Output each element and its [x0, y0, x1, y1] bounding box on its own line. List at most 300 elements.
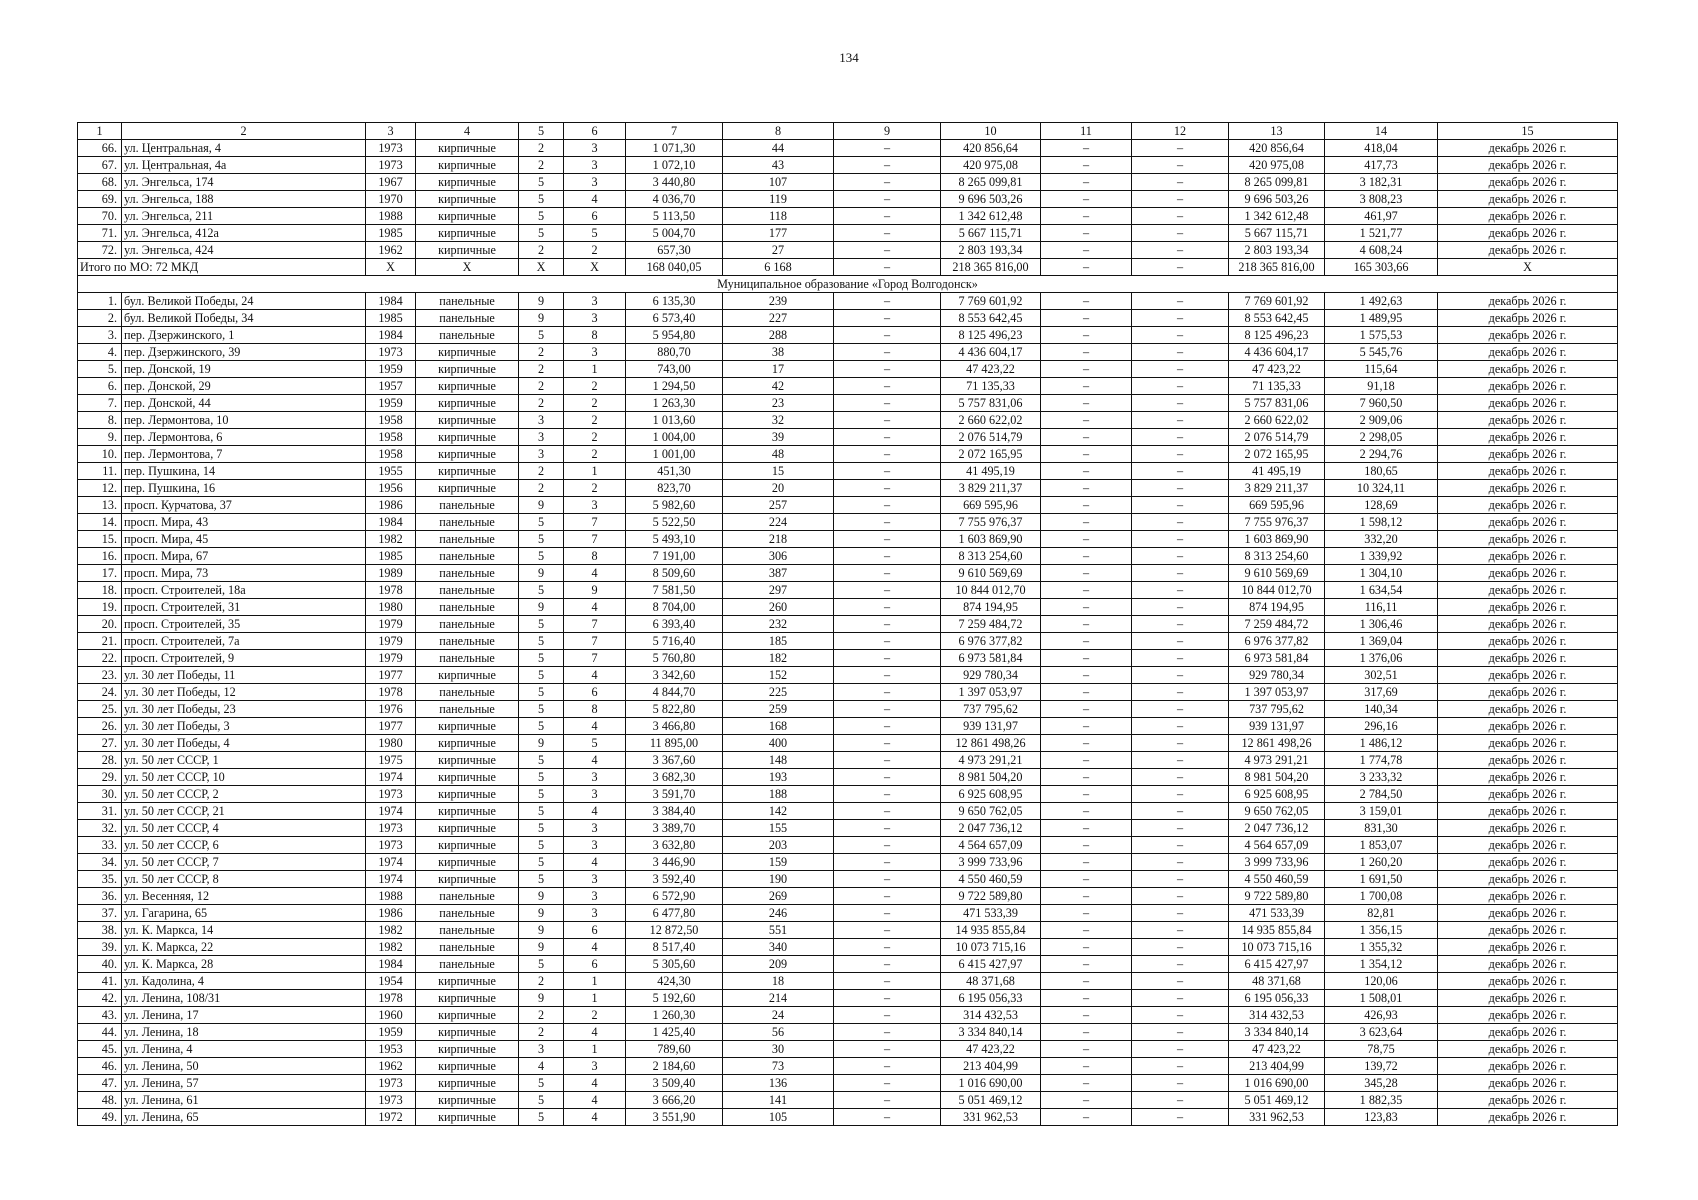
table-cell: 5 — [519, 837, 564, 854]
table-cell: 331 962,53 — [1229, 1109, 1325, 1126]
table-cell: 218 — [723, 531, 834, 548]
table-row — [78, 582, 1618, 599]
table-cell: 1 339,92 — [1325, 548, 1438, 565]
table-cell: 2 — [564, 1007, 626, 1024]
table-cell: 71 135,33 — [1229, 378, 1325, 395]
row-number: 69. — [78, 191, 122, 208]
table-cell: 8 553 642,45 — [941, 310, 1041, 327]
table-cell: – — [1041, 565, 1132, 582]
table-cell: 9 — [519, 905, 564, 922]
table-cell: – — [1041, 803, 1132, 820]
row-number: 30. — [78, 786, 122, 803]
table-cell: – — [1041, 225, 1132, 242]
table-cell: – — [1132, 837, 1229, 854]
table-cell: 3 334 840,14 — [1229, 1024, 1325, 1041]
table-cell: – — [1041, 242, 1132, 259]
table-cell: 10 073 715,16 — [1229, 939, 1325, 956]
table-cell: – — [1041, 514, 1132, 531]
table-cell: декабрь 2026 г. — [1438, 650, 1618, 667]
table-cell: – — [834, 191, 941, 208]
table-cell: панельные — [416, 701, 519, 718]
table-cell: 2 — [519, 395, 564, 412]
table-cell: 471 533,39 — [1229, 905, 1325, 922]
table-cell: кирпичные — [416, 1024, 519, 1041]
table-cell: декабрь 2026 г. — [1438, 1075, 1618, 1092]
table-cell: 232 — [723, 616, 834, 633]
table-cell: 5 757 831,06 — [941, 395, 1041, 412]
table-cell: – — [1041, 905, 1132, 922]
table-cell: 1967 — [366, 174, 416, 191]
header-cell: 5 — [519, 123, 564, 140]
address-cell: пер. Донской, 19 — [122, 361, 366, 378]
table-cell: 47 423,22 — [941, 361, 1041, 378]
table-cell: – — [1041, 752, 1132, 769]
table-cell: – — [1132, 582, 1229, 599]
table-cell: 296,16 — [1325, 718, 1438, 735]
table-cell: – — [834, 667, 941, 684]
table-cell: 3 — [519, 446, 564, 463]
address-cell: ул. Центральная, 4 — [122, 140, 366, 157]
table-cell: декабрь 2026 г. — [1438, 854, 1618, 871]
table-cell: 1 354,12 — [1325, 956, 1438, 973]
table-cell: – — [834, 378, 941, 395]
table-cell: 213 404,99 — [941, 1058, 1041, 1075]
table-cell: – — [1041, 820, 1132, 837]
table-cell: декабрь 2026 г. — [1438, 786, 1618, 803]
table-cell: 9 — [519, 497, 564, 514]
total-cell: – — [834, 259, 941, 276]
table-cell: 1960 — [366, 1007, 416, 1024]
table-cell: 420 856,64 — [1229, 140, 1325, 157]
address-cell: просп. Строителей, 9 — [122, 650, 366, 667]
address-cell: ул. 50 лет СССР, 1 — [122, 752, 366, 769]
table-cell: 3 — [564, 310, 626, 327]
address-cell: ул. 50 лет СССР, 2 — [122, 786, 366, 803]
table-cell: – — [1132, 1092, 1229, 1109]
table-cell: 10 844 012,70 — [941, 582, 1041, 599]
table-cell: декабрь 2026 г. — [1438, 888, 1618, 905]
table-cell: декабрь 2026 г. — [1438, 174, 1618, 191]
table-cell: 9 — [519, 599, 564, 616]
table-cell: 7 — [564, 616, 626, 633]
table-cell: 5 — [519, 871, 564, 888]
address-cell: пер. Донской, 44 — [122, 395, 366, 412]
table-cell: 5 113,50 — [626, 208, 723, 225]
table-cell: 1988 — [366, 888, 416, 905]
table-row — [78, 769, 1618, 786]
row-number: 19. — [78, 599, 122, 616]
table-cell: – — [1132, 548, 1229, 565]
table-row — [78, 1075, 1618, 1092]
table-cell: 4 564 657,09 — [1229, 837, 1325, 854]
table-cell: декабрь 2026 г. — [1438, 395, 1618, 412]
table-cell: 4 — [564, 191, 626, 208]
table-cell: 1976 — [366, 701, 416, 718]
table-cell: 119 — [723, 191, 834, 208]
table-cell: 2 184,60 — [626, 1058, 723, 1075]
table-cell: – — [1041, 1007, 1132, 1024]
table-cell: 1 260,30 — [626, 1007, 723, 1024]
table-cell: кирпичные — [416, 1007, 519, 1024]
table-cell: 1984 — [366, 293, 416, 310]
table-cell: 3 — [519, 429, 564, 446]
table-cell: 5 667 115,71 — [1229, 225, 1325, 242]
address-cell: ул. Кадолина, 4 — [122, 973, 366, 990]
table-cell: кирпичные — [416, 361, 519, 378]
table-cell: 2 076 514,79 — [1229, 429, 1325, 446]
table-cell: – — [1132, 378, 1229, 395]
address-cell: ул. 50 лет СССР, 8 — [122, 871, 366, 888]
table-cell: – — [1132, 327, 1229, 344]
table-cell: панельные — [416, 616, 519, 633]
header-cell: 11 — [1041, 123, 1132, 140]
table-cell: кирпичные — [416, 140, 519, 157]
table-cell: – — [1132, 344, 1229, 361]
table-cell: 4 — [564, 803, 626, 820]
table-cell: 118 — [723, 208, 834, 225]
row-number: 39. — [78, 939, 122, 956]
address-cell: ул. Энгельса, 174 — [122, 174, 366, 191]
table-cell: – — [1132, 650, 1229, 667]
table-row — [78, 1109, 1618, 1126]
table-cell: 3 — [564, 837, 626, 854]
table-cell: – — [834, 463, 941, 480]
table-cell: панельные — [416, 514, 519, 531]
table-cell: 5 757 831,06 — [1229, 395, 1325, 412]
table-cell: – — [1132, 395, 1229, 412]
table-cell: 1 700,08 — [1325, 888, 1438, 905]
table-cell: кирпичные — [416, 1058, 519, 1075]
table-cell: 2 — [519, 344, 564, 361]
table-cell: 1982 — [366, 922, 416, 939]
table-cell: 332,20 — [1325, 531, 1438, 548]
table-cell: 185 — [723, 633, 834, 650]
table-cell: 3 666,20 — [626, 1092, 723, 1109]
table-cell: – — [1132, 854, 1229, 871]
table-cell: – — [834, 157, 941, 174]
address-cell: ул. 50 лет СССР, 6 — [122, 837, 366, 854]
table-cell: кирпичные — [416, 1041, 519, 1058]
table-cell: – — [834, 1092, 941, 1109]
table-cell: 7 191,00 — [626, 548, 723, 565]
address-cell: ул. Ленина, 57 — [122, 1075, 366, 1092]
table-cell: 5 051 469,12 — [941, 1092, 1041, 1109]
table-cell: – — [1041, 1058, 1132, 1075]
table-cell: 1 397 053,97 — [1229, 684, 1325, 701]
address-cell: ул. Ленина, 17 — [122, 1007, 366, 1024]
table-cell: декабрь 2026 г. — [1438, 582, 1618, 599]
table-cell: панельные — [416, 310, 519, 327]
table-cell: 1986 — [366, 497, 416, 514]
table-cell: – — [834, 888, 941, 905]
address-cell: пер. Дзержинского, 1 — [122, 327, 366, 344]
table-cell: – — [1132, 667, 1229, 684]
table-cell: 1959 — [366, 1024, 416, 1041]
table-cell: декабрь 2026 г. — [1438, 378, 1618, 395]
row-number: 68. — [78, 174, 122, 191]
table-cell: – — [834, 565, 941, 582]
table-cell: 4 844,70 — [626, 684, 723, 701]
table-cell: 1973 — [366, 1092, 416, 1109]
table-cell: 1957 — [366, 378, 416, 395]
header-cell: 9 — [834, 123, 941, 140]
table-cell: 6 195 056,33 — [1229, 990, 1325, 1007]
table-cell: кирпичные — [416, 786, 519, 803]
table-cell: 73 — [723, 1058, 834, 1075]
table-cell: 939 131,97 — [941, 718, 1041, 735]
table-cell: – — [1041, 667, 1132, 684]
header-cell: 8 — [723, 123, 834, 140]
table-cell: 1 016 690,00 — [1229, 1075, 1325, 1092]
table-cell: – — [1132, 191, 1229, 208]
table-cell: – — [834, 956, 941, 973]
table-cell: – — [1041, 1024, 1132, 1041]
table-cell: 148 — [723, 752, 834, 769]
table-cell: кирпичные — [416, 480, 519, 497]
table-cell: 7 581,50 — [626, 582, 723, 599]
table-cell: 24 — [723, 1007, 834, 1024]
table-cell: кирпичные — [416, 667, 519, 684]
row-number: 36. — [78, 888, 122, 905]
table-cell: 12 861 498,26 — [1229, 735, 1325, 752]
table-cell: 1 356,15 — [1325, 922, 1438, 939]
row-number: 37. — [78, 905, 122, 922]
table-row — [78, 480, 1618, 497]
table-cell: 5 — [519, 225, 564, 242]
table-row — [78, 429, 1618, 446]
table-cell: 5 — [519, 1109, 564, 1126]
header-cell: 2 — [122, 123, 366, 140]
table-cell: 9 — [519, 888, 564, 905]
table-cell: – — [1132, 769, 1229, 786]
table-cell: 4 436 604,17 — [1229, 344, 1325, 361]
table-cell: 1 397 053,97 — [941, 684, 1041, 701]
row-number: 16. — [78, 548, 122, 565]
table-row — [78, 837, 1618, 854]
header-cell: 7 — [626, 123, 723, 140]
table-cell: 260 — [723, 599, 834, 616]
table-cell: декабрь 2026 г. — [1438, 140, 1618, 157]
table-cell: – — [1041, 310, 1132, 327]
table-cell: декабрь 2026 г. — [1438, 327, 1618, 344]
table-cell: 3 632,80 — [626, 837, 723, 854]
table-cell: кирпичные — [416, 1092, 519, 1109]
table-cell: 6 973 581,84 — [1229, 650, 1325, 667]
table-cell: 5 — [519, 514, 564, 531]
table-cell: 3 440,80 — [626, 174, 723, 191]
table-cell: 7 259 484,72 — [1229, 616, 1325, 633]
table-cell: – — [1132, 463, 1229, 480]
table-cell: 417,73 — [1325, 157, 1438, 174]
table-cell: – — [1041, 650, 1132, 667]
table-cell: – — [1132, 599, 1229, 616]
row-number: 2. — [78, 310, 122, 327]
table-cell: 1974 — [366, 769, 416, 786]
address-cell: бул. Великой Победы, 34 — [122, 310, 366, 327]
table-cell: кирпичные — [416, 395, 519, 412]
table-cell: – — [1041, 497, 1132, 514]
table-cell: 2 072 165,95 — [1229, 446, 1325, 463]
table-cell: 1988 — [366, 208, 416, 225]
table-cell: 9 — [519, 293, 564, 310]
table-row — [78, 344, 1618, 361]
table-cell: 1 016 690,00 — [941, 1075, 1041, 1092]
table-cell: 246 — [723, 905, 834, 922]
table-cell: 14 935 855,84 — [941, 922, 1041, 939]
table-cell: 42 — [723, 378, 834, 395]
address-cell: просп. Мира, 73 — [122, 565, 366, 582]
table-cell: 3 682,30 — [626, 769, 723, 786]
table-cell: 669 595,96 — [941, 497, 1041, 514]
row-number: 43. — [78, 1007, 122, 1024]
table-cell: 3 342,60 — [626, 667, 723, 684]
table-cell: декабрь 2026 г. — [1438, 446, 1618, 463]
table-cell: 420 975,08 — [1229, 157, 1325, 174]
row-number: 71. — [78, 225, 122, 242]
table-cell: 1 489,95 — [1325, 310, 1438, 327]
table-cell: 9 696 503,26 — [1229, 191, 1325, 208]
address-cell: ул. Ленина, 65 — [122, 1109, 366, 1126]
table-cell: декабрь 2026 г. — [1438, 344, 1618, 361]
table-cell: 9 — [519, 310, 564, 327]
table-cell: 1982 — [366, 939, 416, 956]
table-cell: 1985 — [366, 548, 416, 565]
table-cell: 2 — [519, 1007, 564, 1024]
table-cell: 1 001,00 — [626, 446, 723, 463]
table-cell: – — [1132, 616, 1229, 633]
table-cell: кирпичные — [416, 1109, 519, 1126]
table-cell: – — [834, 446, 941, 463]
row-number: 33. — [78, 837, 122, 854]
table-cell: 9 — [564, 582, 626, 599]
row-number: 70. — [78, 208, 122, 225]
table-cell: 91,18 — [1325, 378, 1438, 395]
row-number: 22. — [78, 650, 122, 667]
table-cell: 3 — [564, 871, 626, 888]
table-cell: 1 — [564, 1041, 626, 1058]
table-cell: 8 981 504,20 — [941, 769, 1041, 786]
table-row — [78, 973, 1618, 990]
table-cell: – — [834, 633, 941, 650]
table-cell: декабрь 2026 г. — [1438, 871, 1618, 888]
table-cell: – — [834, 344, 941, 361]
table-cell: 1 342 612,48 — [941, 208, 1041, 225]
table-cell: 331 962,53 — [941, 1109, 1041, 1126]
table-cell: 107 — [723, 174, 834, 191]
table-cell: 1975 — [366, 752, 416, 769]
table-cell: 3 — [564, 174, 626, 191]
table-cell: 5 493,10 — [626, 531, 723, 548]
table-cell: – — [1132, 871, 1229, 888]
table-cell: 257 — [723, 497, 834, 514]
table-cell: – — [1041, 786, 1132, 803]
table-cell: 6 573,40 — [626, 310, 723, 327]
table-cell: 4 036,70 — [626, 191, 723, 208]
table-cell: 2 076 514,79 — [941, 429, 1041, 446]
address-cell: ул. 30 лет Победы, 4 — [122, 735, 366, 752]
row-number: 4. — [78, 344, 122, 361]
total-cell: 6 168 — [723, 259, 834, 276]
table-row — [78, 531, 1618, 548]
table-cell: 1 575,53 — [1325, 327, 1438, 344]
table-cell: 874 194,95 — [1229, 599, 1325, 616]
row-number: 27. — [78, 735, 122, 752]
header-cell: 13 — [1229, 123, 1325, 140]
table-cell: – — [834, 599, 941, 616]
table-cell: 259 — [723, 701, 834, 718]
row-number: 35. — [78, 871, 122, 888]
table-cell: 1972 — [366, 1109, 416, 1126]
table-cell: 5 — [519, 820, 564, 837]
table-cell: 874 194,95 — [941, 599, 1041, 616]
row-number: 8. — [78, 412, 122, 429]
address-cell: просп. Курчатова, 37 — [122, 497, 366, 514]
table-cell: – — [834, 514, 941, 531]
table-cell: 2 784,50 — [1325, 786, 1438, 803]
table-cell: 3 334 840,14 — [941, 1024, 1041, 1041]
row-number: 15. — [78, 531, 122, 548]
table-row — [78, 412, 1618, 429]
table-cell: 41 495,19 — [1229, 463, 1325, 480]
table-cell: – — [834, 412, 941, 429]
row-number: 6. — [78, 378, 122, 395]
table-cell: 3 384,40 — [626, 803, 723, 820]
table-cell: 5 982,60 — [626, 497, 723, 514]
table-row — [78, 327, 1618, 344]
table-cell: 6 — [564, 922, 626, 939]
table-cell: декабрь 2026 г. — [1438, 497, 1618, 514]
table-cell: – — [834, 905, 941, 922]
table-cell: 929 780,34 — [941, 667, 1041, 684]
table-cell: декабрь 2026 г. — [1438, 803, 1618, 820]
table-cell: декабрь 2026 г. — [1438, 616, 1618, 633]
table-cell: 6 195 056,33 — [941, 990, 1041, 1007]
table-row — [78, 310, 1618, 327]
table-cell: 5 — [519, 718, 564, 735]
address-cell: бул. Великой Победы, 24 — [122, 293, 366, 310]
table-cell: 3 808,23 — [1325, 191, 1438, 208]
table-cell: 1979 — [366, 633, 416, 650]
table-cell: 424,30 — [626, 973, 723, 990]
table-cell: 939 131,97 — [1229, 718, 1325, 735]
table-cell: – — [1132, 922, 1229, 939]
row-number: 66. — [78, 140, 122, 157]
table-cell: 8 704,00 — [626, 599, 723, 616]
row-number: 14. — [78, 514, 122, 531]
table-cell: 8 265 099,81 — [1229, 174, 1325, 191]
total-cell: 218 365 816,00 — [941, 259, 1041, 276]
table-cell: 1980 — [366, 599, 416, 616]
address-cell: пер. Лермонтова, 7 — [122, 446, 366, 463]
row-number: 46. — [78, 1058, 122, 1075]
table-cell: – — [834, 837, 941, 854]
table-cell: – — [834, 820, 941, 837]
row-number: 12. — [78, 480, 122, 497]
table-cell: 1955 — [366, 463, 416, 480]
table-cell: – — [834, 327, 941, 344]
row-number: 67. — [78, 157, 122, 174]
table-cell: кирпичные — [416, 990, 519, 1007]
table-cell: – — [834, 480, 941, 497]
table-cell: 12 861 498,26 — [941, 735, 1041, 752]
address-cell: ул. Весенняя, 12 — [122, 888, 366, 905]
table-cell: 1958 — [366, 429, 416, 446]
table-cell: – — [1132, 684, 1229, 701]
housing-registry-table — [77, 122, 1618, 1126]
table-cell: – — [834, 701, 941, 718]
table-cell: 1 004,00 — [626, 429, 723, 446]
table-cell: 41 495,19 — [941, 463, 1041, 480]
